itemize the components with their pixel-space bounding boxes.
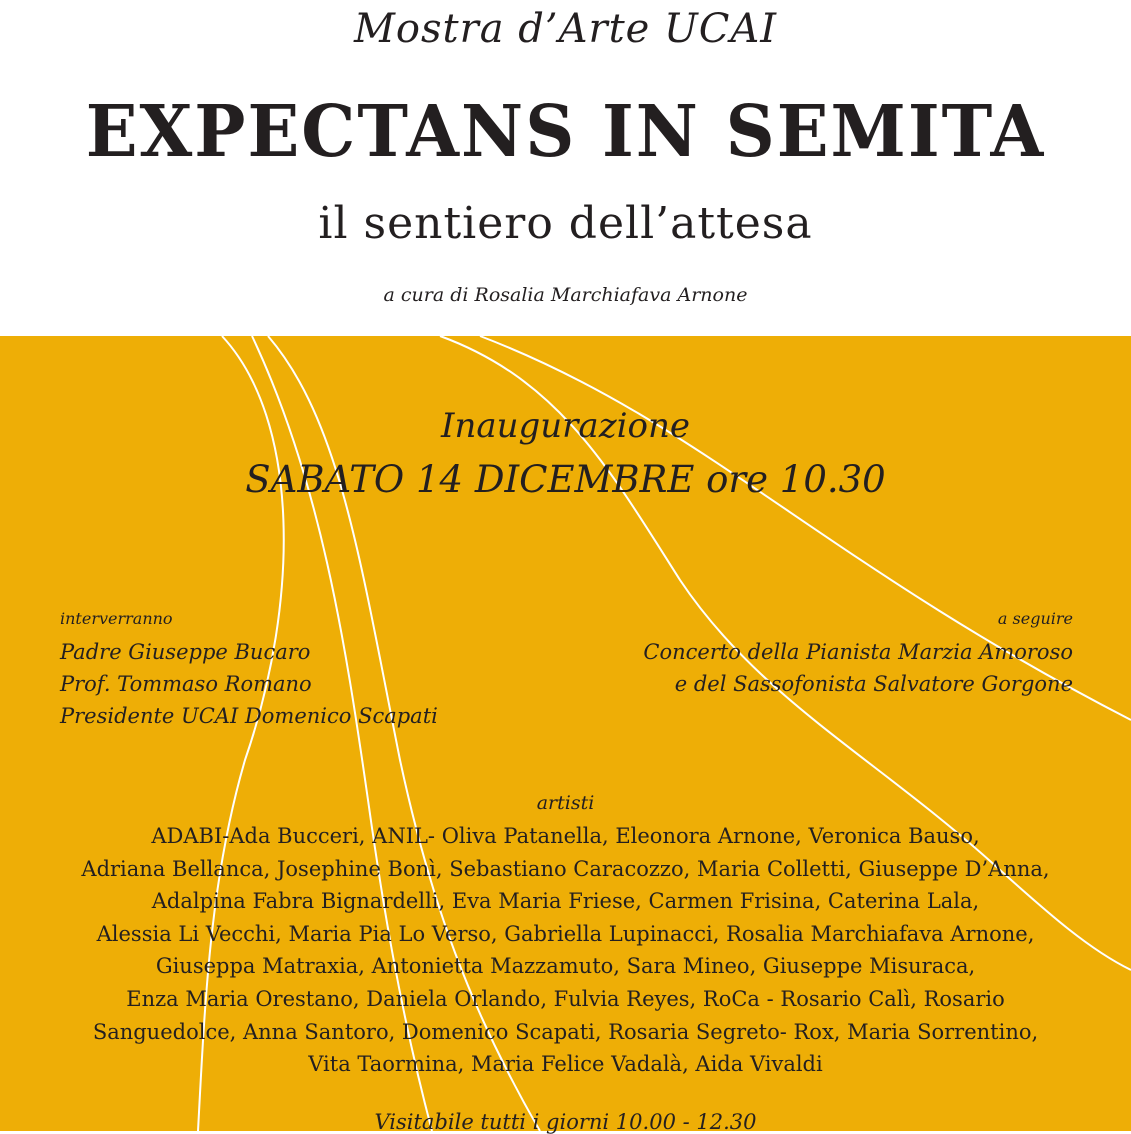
- curator-credit: a cura di Rosalia Marchiafava Arnone: [383, 284, 748, 306]
- artists-line: Vita Taormina, Maria Felice Vadalà, Aida Vivaldi: [308, 1052, 823, 1077]
- speakers-block: [60, 608, 438, 732]
- exhibition-subtitle: il sentiero dell’attesa: [318, 198, 813, 249]
- speaker-name: Prof. Tommaso Romano: [60, 672, 312, 696]
- followup-line: e del Sassofonista Salvatore Gorgone: [674, 672, 1073, 696]
- artists-line: Alessia Li Vecchi, Maria Pia Lo Verso, Gabriella Lupinacci, Rosalia Marchiafava Arnone,: [96, 921, 1035, 946]
- artists-line: Adriana Bellanca, Josephine Bonì, Sebastiano Caracozzo, Maria Colletti, Giuseppe D’Anna,: [81, 856, 1050, 881]
- speakers-heading: interverranno: [60, 609, 173, 628]
- inauguration-label: Inaugurazione: [441, 406, 690, 446]
- inauguration-date: SABATO 14 DICEMBRE ore 10.30: [245, 458, 886, 501]
- exhibition-title: EXPECTANS IN SEMITA: [85, 90, 1046, 174]
- artists-line: ADABI-Ada Bucceri, ANIL- Oliva Patanella, Eleonora Arnone, Veronica Bauso,: [151, 824, 980, 848]
- artists-line: Adalpina Fabra Bignardelli, Eva Maria Friese, Carmen Frisina, Caterina Lala,: [151, 889, 980, 914]
- followup-line: Concerto della Pianista Marzia Amoroso: [643, 640, 1073, 664]
- artists-heading: artisti: [536, 792, 595, 814]
- artists-list: [0, 820, 1131, 1081]
- artists-line: Enza Maria Orestano, Daniela Orlando, Fulvia Reyes, RoCa - Rosario Calì, Rosario: [126, 986, 1005, 1011]
- artists-line: Giuseppa Matraxia, Antonietta Mazzamuto, Sara Mineo, Giuseppe Misuraca,: [155, 954, 976, 979]
- artists-line: Sanguedolce, Anna Santoro, Domenico Scapati, Rosaria Segreto- Rox, Maria Sorrentino,: [92, 1019, 1039, 1044]
- exhibition-kicker: Mostra d’Arte UCAI: [353, 6, 778, 52]
- followup-block: [643, 608, 1073, 700]
- visiting-hours: Visitabile tutti i giorni 10.00 - 12.30: [374, 1110, 757, 1134]
- speaker-name: Presidente UCAI Domenico Scapati: [60, 704, 438, 728]
- followup-heading: a seguire: [997, 609, 1073, 628]
- speaker-name: Padre Giuseppe Bucaro: [60, 640, 311, 664]
